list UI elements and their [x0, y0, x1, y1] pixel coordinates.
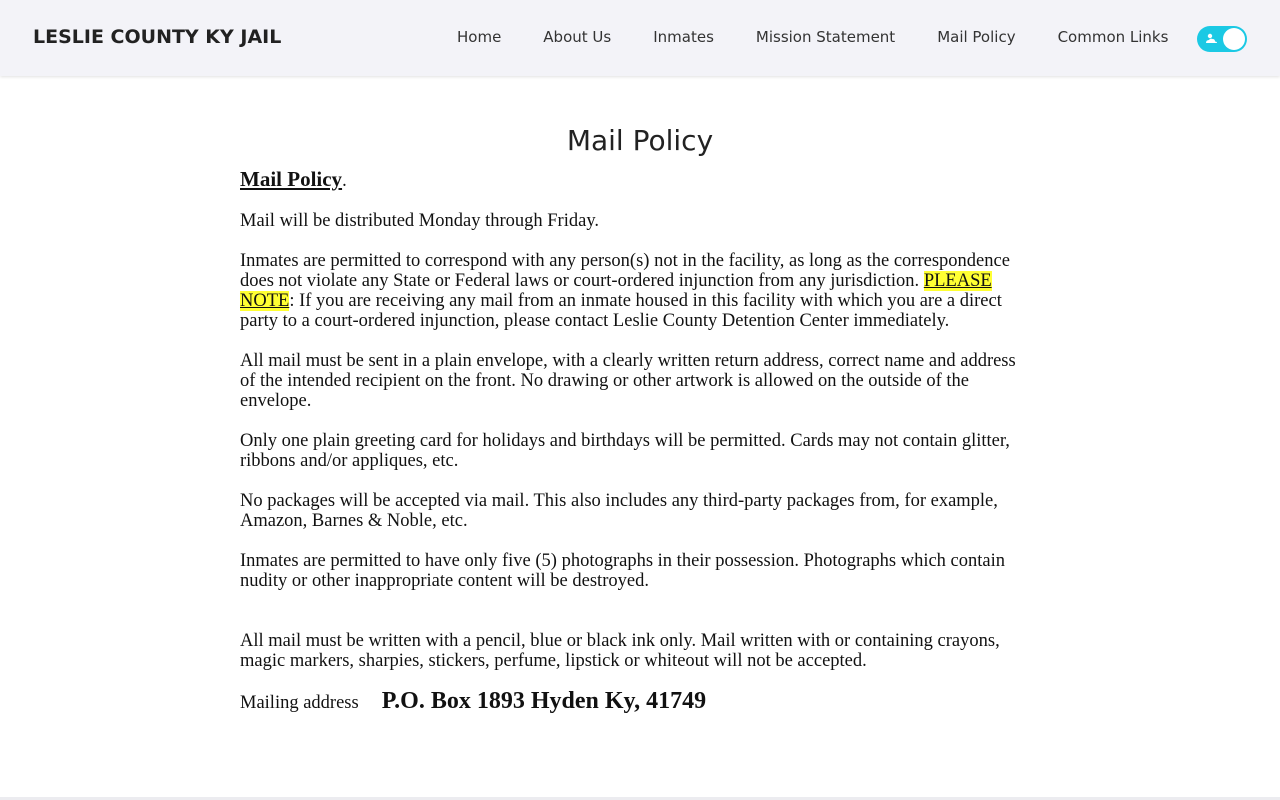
policy-heading-line	[240, 169, 1030, 191]
spacer	[240, 611, 1030, 631]
main-nav	[457, 28, 1168, 46]
page-title: Mail Policy	[566, 124, 714, 157]
site-header	[0, 0, 1280, 76]
main-content	[240, 120, 1040, 713]
nav-inmates[interactable]: Inmates	[653, 28, 714, 46]
correspondence-text: Inmates are permitted to correspond with any person(s) not in the facility, as long as the correspondence does not violate any State or Federal laws or court-ordered injunction from any jurisdiction.	[240, 251, 1010, 291]
paragraph-envelope: All mail must be sent in a plain envelope, with a clearly written return address, correct name and address of the intended recipient on the front. No drawing or other artwork is allowed on the outside of the envelope.	[240, 351, 1016, 411]
paragraph-distribution: Mail will be distributed Monday through Friday.	[240, 211, 599, 231]
paragraph-writing-materials: All mail must be written with a pencil, blue or black ink only. Mail written with or containing crayons, magic markers, sharpies, stickers, perfume, lipstick or whiteout will not be accepted.	[240, 631, 1000, 671]
nav-home[interactable]: Home	[457, 28, 502, 46]
please-note-highlight: PLEASE NOTE	[240, 271, 992, 311]
heading-period: .	[342, 171, 347, 191]
paragraph-photographs: Inmates are permitted to have only five (5) photographs in their possession. Photographs which contain nudity or other inappropriate content will be destroyed.	[240, 551, 1006, 591]
cloud-sun-icon	[1204, 31, 1220, 47]
nav-about-us[interactable]: About Us	[543, 28, 612, 46]
mailing-address-value: P.O. Box 1893 Hyden Ky, 41749	[381, 688, 707, 714]
nav-common-links[interactable]: Common Links	[1057, 28, 1169, 46]
mailing-address-label: Mailing address	[240, 693, 359, 713]
paragraph-greeting-card: Only one plain greeting card for holidays and birthdays will be permitted. Cards may not contain glitter, ribbons and/or appliques, etc.	[240, 431, 1010, 471]
injunction-text: : If you are receiving any mail from an inmate housed in this facility with which you are a direct party to a court-ordered injunction, please contact Leslie County Detention Center immediately.	[240, 291, 1002, 331]
policy-content	[240, 169, 1030, 713]
theme-toggle[interactable]	[1197, 26, 1247, 52]
mailing-address-row	[240, 688, 1030, 714]
toggle-knob	[1223, 28, 1245, 50]
paragraph-correspondence	[240, 251, 1030, 331]
policy-heading: Mail Policy	[240, 167, 343, 191]
site-brand[interactable]: LESLIE COUNTY KY JAIL	[33, 26, 282, 48]
nav-mail-policy[interactable]: Mail Policy	[937, 28, 1016, 46]
nav-mission-statement[interactable]: Mission Statement	[755, 28, 896, 46]
paragraph-packages: No packages will be accepted via mail. This also includes any third-party packages from, for example, Amazon, Barnes & Noble, etc.	[240, 491, 998, 531]
